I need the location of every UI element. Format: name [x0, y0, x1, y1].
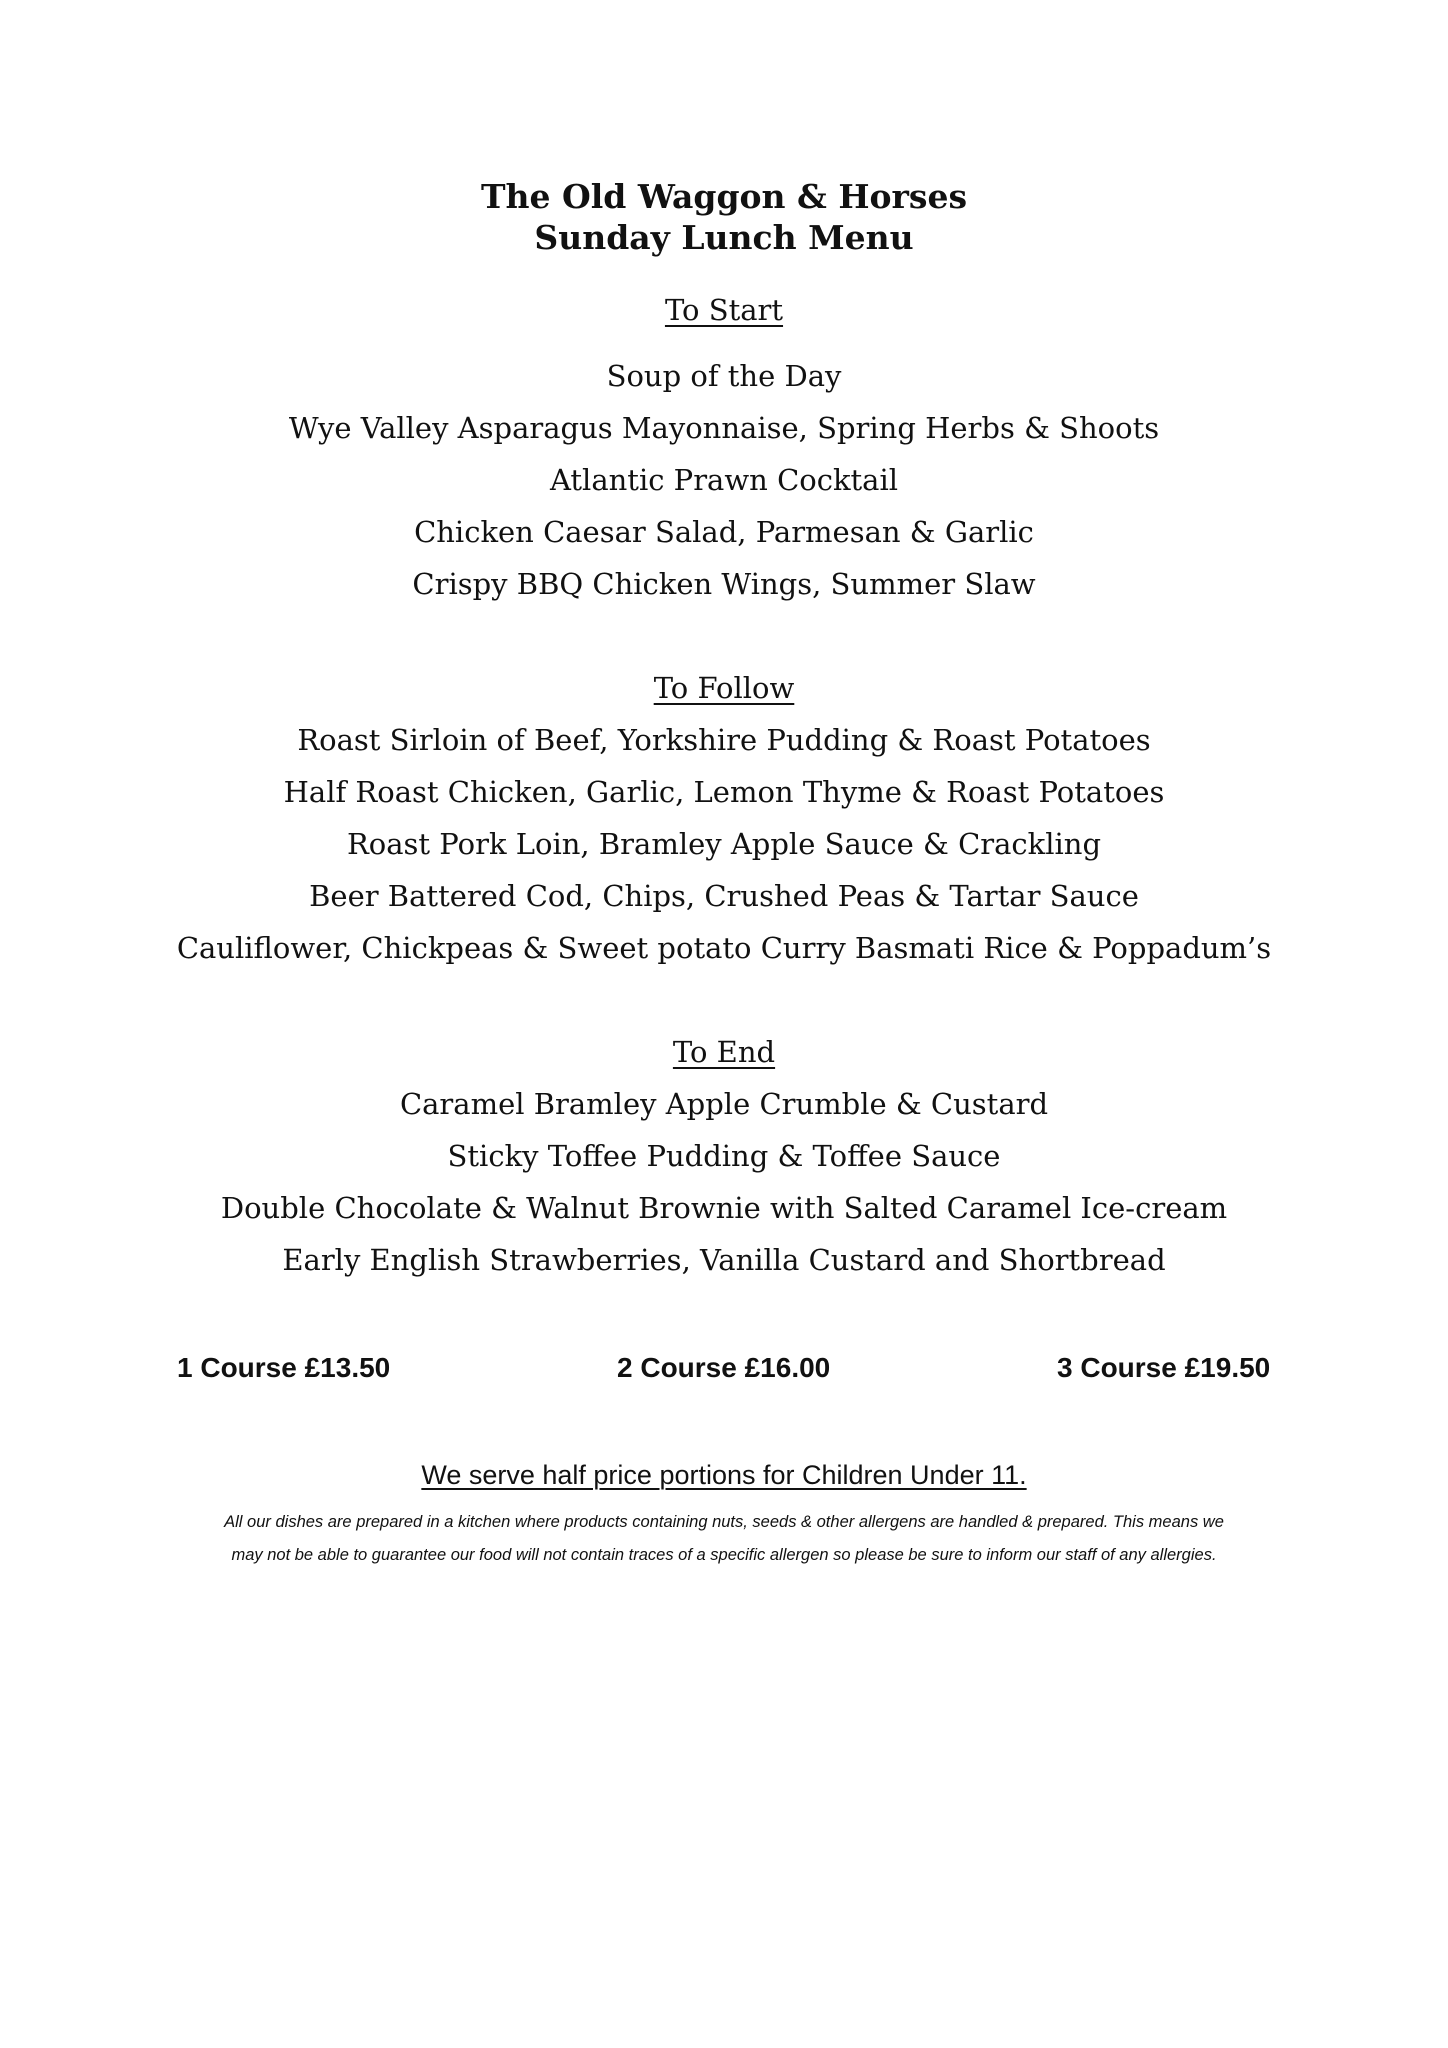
children-portions-note: We serve half price portions for Children Under 11. [421, 1460, 1027, 1490]
menu-item: Cauliflower, Chickpeas & Sweet potato Curry Basmati Rice & Poppadum’s [176, 931, 1272, 965]
menu-item: Double Chocolate & Walnut Brownie with Salted Caramel Ice-cream [220, 1191, 1228, 1225]
menu-item: Roast Pork Loin, Bramley Apple Sauce & Crackling [346, 827, 1102, 861]
menu-item: Wye Valley Asparagus Mayonnaise, Spring Herbs & Shoots [288, 411, 1160, 445]
price-three-course: 3 Course £19.50 [1057, 1352, 1271, 1383]
allergen-notice-line: may not be able to guarantee our food will not contain traces of a specific allergen so please be sure to inform our staff of any allergies. [231, 1546, 1217, 1564]
mains-list [0, 714, 1448, 974]
menu-item: Roast Sirloin of Beef, Yorkshire Pudding & Roast Potatoes [297, 723, 1151, 757]
price-two-course: 2 Course £16.00 [617, 1352, 831, 1383]
section-heading-mains: To Follow [653, 671, 795, 705]
menu-item: Chicken Caesar Salad, Parmesan & Garlic [414, 515, 1034, 549]
price-row [0, 1348, 1448, 1388]
menu-header [0, 176, 1448, 258]
starters-list [0, 350, 1448, 610]
menu-item: Crispy BBQ Chicken Wings, Summer Slaw [412, 567, 1036, 601]
menu-item: Early English Strawberries, Vanilla Custard and Shortbread [282, 1243, 1166, 1277]
restaurant-name: The Old Waggon & Horses [480, 177, 968, 216]
allergen-notice [170, 1506, 1278, 1572]
allergen-notice-line: All our dishes are prepared in a kitchen where products containing nuts, seeds & other allergens are handled & prepared. This means we [224, 1513, 1224, 1531]
section-heading-starters: To Start [664, 293, 784, 327]
section-heading-desserts: To End [672, 1035, 776, 1069]
menu-item: Atlantic Prawn Cocktail [549, 463, 899, 497]
menu-item: Soup of the Day [606, 359, 842, 393]
menu-item: Beer Battered Cod, Chips, Crushed Peas & Tartar Sauce [309, 879, 1139, 913]
menu-item: Sticky Toffee Pudding & Toffee Sauce [447, 1139, 1001, 1173]
menu-title: Sunday Lunch Menu [534, 218, 914, 257]
menu-item: Half Roast Chicken, Garlic, Lemon Thyme & Roast Potatoes [283, 775, 1165, 809]
desserts-list [0, 1078, 1448, 1286]
price-one-course: 1 Course £13.50 [177, 1352, 391, 1383]
menu-item: Caramel Bramley Apple Crumble & Custard [399, 1087, 1049, 1121]
